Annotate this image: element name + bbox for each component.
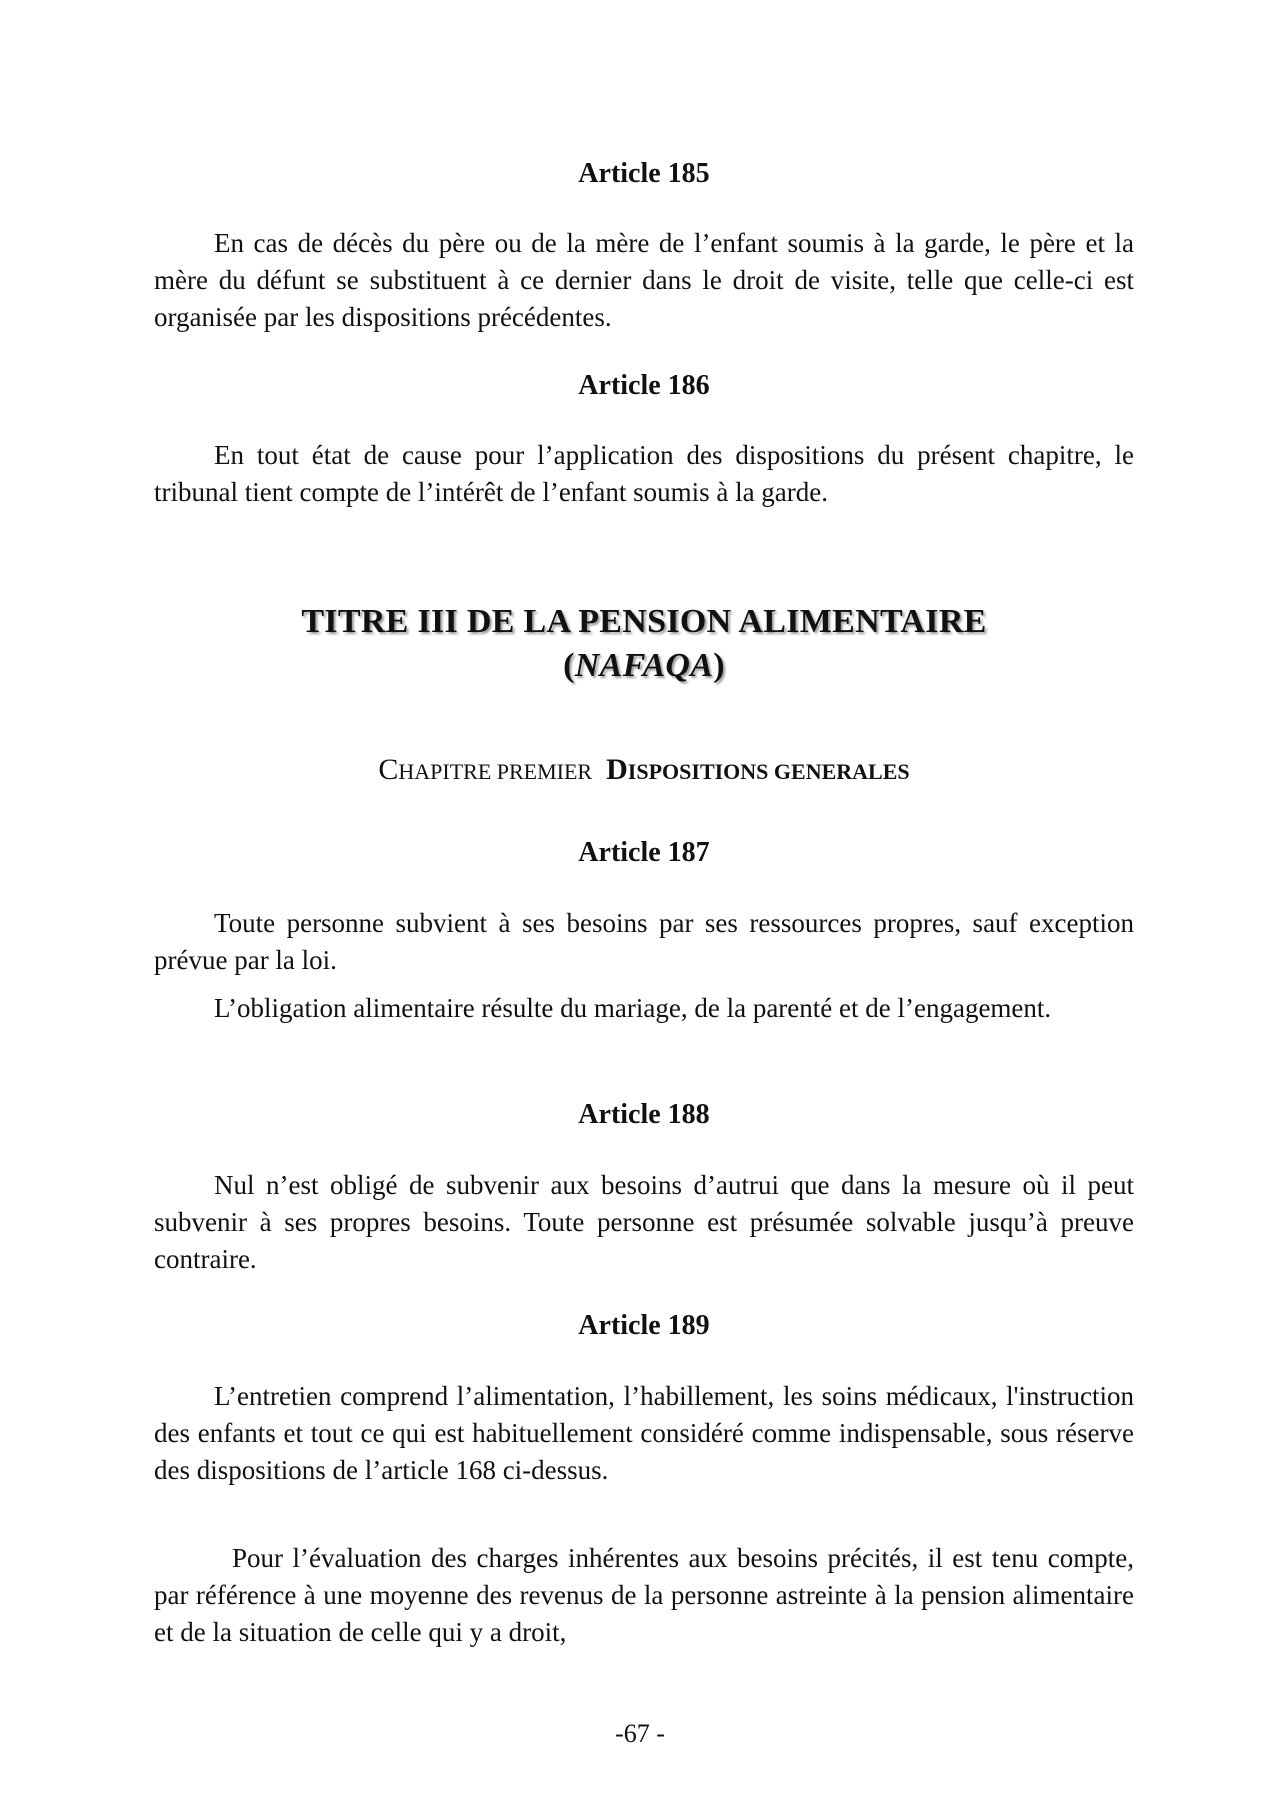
chapter-heading: CHAPITRE PREMIER DISPOSITIONS GENERALES bbox=[378, 753, 910, 786]
article-189-heading: Article 189 bbox=[578, 1310, 710, 1341]
article-188-heading: Article 188 bbox=[578, 1099, 710, 1130]
article-186-heading: Article 186 bbox=[578, 370, 710, 401]
article-188-paragraph-1: Nul n’est obligé de subvenir aux besoins d’autrui que dans la mesure où il peut subvenir à ses propres besoins. Toute personne est présumée solvable jusqu’à preuve contraire. bbox=[154, 1170, 1134, 1274]
article-185-paragraph-1: En cas de décès du père ou de la mère de l’enfant soumis à la garde, le père et la mère du défunt se substituent à ce dernier dans le droit de visite, telle que celle-ci est organisée par les dispositions précédentes. bbox=[154, 228, 1134, 332]
article-187-heading: Article 187 bbox=[578, 837, 710, 868]
article-189-paragraph-2: Pour l’évaluation des charges inhérentes aux besoins précités, il est tenu compte, par référence à une moyenne des revenus de la personne astreinte à la pension alimentaire et de la situation de celle qui y a droit, bbox=[154, 1543, 1134, 1647]
title-nafaqa: NAFAQA bbox=[574, 647, 714, 684]
article-189-paragraph-1: L’entretien comprend l’alimentation, l’habillement, les soins médicaux, l'instruction des enfants et tout ce qui est habituellement considéré comme indispensable, sous réserve des dispositions de l’article 168 ci-dessus. bbox=[154, 1381, 1134, 1485]
article-187-paragraph-2: L’obligation alimentaire résulte du mariage, de la parenté et de l’engagement. bbox=[214, 993, 1052, 1023]
title-line-2: (NAFAQA) bbox=[563, 647, 725, 684]
title-line-1: TITRE III DE LA PENSION ALIMENTAIRE bbox=[301, 603, 987, 640]
article-185-heading: Article 185 bbox=[578, 158, 710, 189]
title-heading bbox=[154, 600, 1134, 688]
page-number: -67 - bbox=[615, 1719, 665, 1748]
article-186-paragraph-1: En tout état de cause pour l’application des dispositions du présent chapitre, le tribunal tient compte de l’intérêt de l’enfant soumis à la garde. bbox=[154, 440, 1134, 507]
article-187-paragraph-1: Toute personne subvient à ses besoins par ses ressources propres, sauf exception prévue par la loi. bbox=[154, 908, 1134, 975]
